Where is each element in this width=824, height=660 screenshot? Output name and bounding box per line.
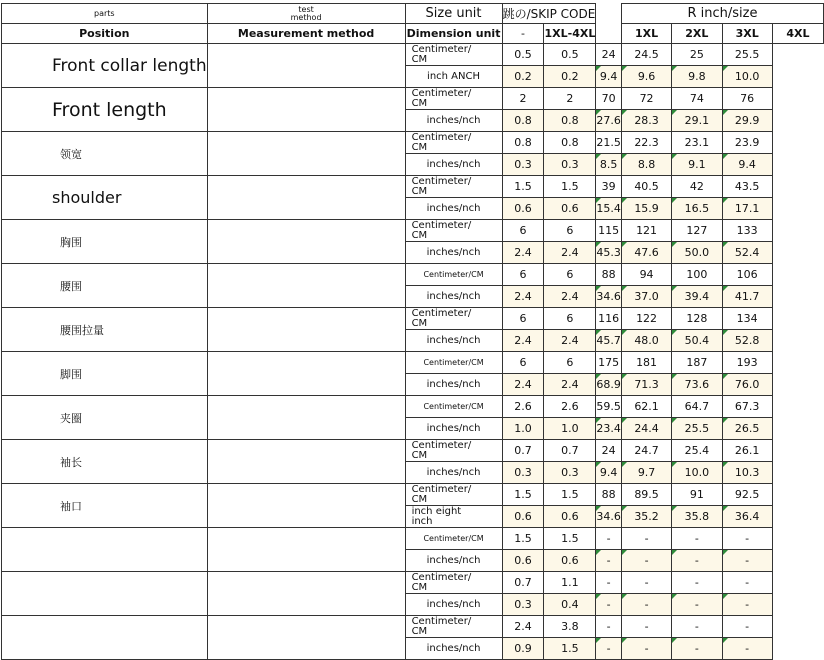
skip-value-cell: 2.4 — [502, 242, 544, 264]
table-row — [2, 440, 824, 462]
skip-dash-header: - — [502, 24, 544, 44]
size-value-cell: 34.6 — [596, 506, 622, 528]
position-cell: 袖长 — [2, 440, 208, 484]
measurement-method-cell — [207, 176, 405, 220]
size-value-cell: 17.1 — [722, 198, 772, 220]
position-cell: 胸围 — [2, 220, 208, 264]
skip-value-cell: 1.5 — [544, 176, 596, 198]
size-value-cell: 42 — [672, 176, 722, 198]
size-value-cell: 92.5 — [722, 484, 772, 506]
size-value-cell: 70 — [596, 88, 622, 110]
position-cell: 腰围 — [2, 264, 208, 308]
size-header-3xl: 3XL — [722, 24, 772, 44]
size-value-cell: 8.5 — [596, 154, 622, 176]
skip-value-cell: 0.3 — [502, 462, 544, 484]
size-value-cell: 10.0 — [672, 462, 722, 484]
header-row-2 — [2, 24, 824, 44]
measurement-method-cell — [207, 44, 405, 88]
position-header: Position — [2, 24, 208, 44]
size-value-cell: 64.7 — [672, 396, 722, 418]
skip-value-cell: 6 — [544, 220, 596, 242]
size-value-cell: 15.4 — [596, 198, 622, 220]
size-value-cell: - — [621, 572, 671, 594]
skip-value-cell: 0.8 — [544, 110, 596, 132]
size-value-cell: 89.5 — [621, 484, 671, 506]
size-value-cell: 35.2 — [621, 506, 671, 528]
size-value-cell: 91 — [672, 484, 722, 506]
skip-value-cell: 2.6 — [544, 396, 596, 418]
measurement-method-cell — [207, 572, 405, 616]
size-value-cell: 50.4 — [672, 330, 722, 352]
unit-cell-inch: inches/nch — [405, 242, 502, 264]
skip-value-cell: 0.6 — [502, 550, 544, 572]
size-value-cell: 25 — [672, 44, 722, 66]
column-gap — [596, 4, 622, 44]
skip-value-cell: 0.3 — [544, 462, 596, 484]
size-chart-table — [1, 3, 824, 660]
size-value-cell: 47.6 — [621, 242, 671, 264]
skip-value-cell: 1.5 — [544, 484, 596, 506]
unit-cell-cm: Centimeter/ CM — [405, 88, 502, 110]
unit-cell-cm: Centimeter/ CM — [405, 616, 502, 638]
size-value-cell: - — [596, 550, 622, 572]
position-cell: shoulder — [2, 176, 208, 220]
position-cell: 脚围 — [2, 352, 208, 396]
table-row — [2, 396, 824, 418]
size-value-cell: 9.4 — [596, 462, 622, 484]
size-value-cell: 25.5 — [722, 44, 772, 66]
header-row-1 — [2, 4, 824, 24]
position-cell: 夹圈 — [2, 396, 208, 440]
size-value-cell: 134 — [722, 308, 772, 330]
unit-cell-inch: inches/nch — [405, 638, 502, 660]
size-header-4xl: 4XL — [772, 24, 823, 44]
unit-cell-inch: inches/nch — [405, 330, 502, 352]
skip-value-cell: 0.6 — [502, 198, 544, 220]
skip-value-cell: 1.5 — [544, 528, 596, 550]
dimension-unit-header: Dimension unit — [405, 24, 502, 44]
size-value-cell: 34.6 — [596, 286, 622, 308]
unit-cell-cm: Centimeter/ CM — [405, 484, 502, 506]
skip-value-cell: 2 — [502, 88, 544, 110]
measurement-method-cell — [207, 308, 405, 352]
position-cell — [2, 528, 208, 572]
size-value-cell: - — [596, 638, 622, 660]
size-value-cell: - — [722, 572, 772, 594]
skip-value-cell: 6 — [544, 352, 596, 374]
size-value-cell: 106 — [722, 264, 772, 286]
size-value-cell: 39 — [596, 176, 622, 198]
size-value-cell: 27.6 — [596, 110, 622, 132]
skip-value-cell: 0.9 — [502, 638, 544, 660]
skip-value-cell: 0.8 — [502, 132, 544, 154]
skip-value-cell: 0.5 — [544, 44, 596, 66]
skip-value-cell: 1.0 — [502, 418, 544, 440]
size-value-cell: 62.1 — [621, 396, 671, 418]
size-value-cell: 45.7 — [596, 330, 622, 352]
size-value-cell: 59.5 — [596, 396, 622, 418]
unit-cell-inch: inches/nch — [405, 418, 502, 440]
size-value-cell: 133 — [722, 220, 772, 242]
size-value-cell: - — [621, 594, 671, 616]
skip-value-cell: 0.3 — [502, 594, 544, 616]
skip-value-cell: 3.8 — [544, 616, 596, 638]
size-value-cell: 24.4 — [621, 418, 671, 440]
unit-cell-cm: Centimeter/ CM — [405, 44, 502, 66]
size-value-cell: 23.4 — [596, 418, 622, 440]
size-value-cell: - — [722, 638, 772, 660]
size-value-cell: 26.1 — [722, 440, 772, 462]
size-value-cell: 10.3 — [722, 462, 772, 484]
table-row — [2, 484, 824, 506]
size-value-cell: 76 — [722, 88, 772, 110]
measurement-method-cell — [207, 352, 405, 396]
size-header-label: R inch/size — [621, 4, 823, 24]
table-row — [2, 616, 824, 638]
unit-cell-inch: inches/nch — [405, 286, 502, 308]
skip-value-cell: 0.6 — [544, 198, 596, 220]
size-value-cell: 24.5 — [621, 44, 671, 66]
size-value-cell: 24 — [596, 44, 622, 66]
size-value-cell: 36.4 — [722, 506, 772, 528]
unit-cell-inch: inches/nch — [405, 374, 502, 396]
skip-value-cell: 2.4 — [502, 330, 544, 352]
size-value-cell: 88 — [596, 484, 622, 506]
size-value-cell: 72 — [621, 88, 671, 110]
size-value-cell: 25.5 — [672, 418, 722, 440]
skip-value-cell: 1.5 — [502, 484, 544, 506]
position-cell: Front length — [2, 88, 208, 132]
skip-value-cell: 1.5 — [502, 528, 544, 550]
skip-value-cell: 2.4 — [544, 374, 596, 396]
skip-value-cell: 0.8 — [544, 132, 596, 154]
table-row — [2, 308, 824, 330]
size-value-cell: 35.8 — [672, 506, 722, 528]
size-value-cell: 26.5 — [722, 418, 772, 440]
size-value-cell: 122 — [621, 308, 671, 330]
skip-value-cell: 2.4 — [544, 242, 596, 264]
size-value-cell: 9.7 — [621, 462, 671, 484]
unit-cell-inch: inches/nch — [405, 110, 502, 132]
size-value-cell: 15.9 — [621, 198, 671, 220]
size-value-cell: 16.5 — [672, 198, 722, 220]
size-value-cell: 9.4 — [596, 66, 622, 88]
size-value-cell: 76.0 — [722, 374, 772, 396]
skip-value-cell: 1.1 — [544, 572, 596, 594]
unit-cell-cm: Centimeter/ CM — [405, 308, 502, 330]
skip-value-cell: 6 — [544, 308, 596, 330]
size-value-cell: 175 — [596, 352, 622, 374]
size-value-cell: 100 — [672, 264, 722, 286]
size-value-cell: 127 — [672, 220, 722, 242]
skip-value-cell: 0.2 — [544, 66, 596, 88]
skip-code-label: 跳の/SKIP CODE — [502, 4, 596, 24]
size-value-cell: 68.9 — [596, 374, 622, 396]
size-value-cell: - — [621, 616, 671, 638]
table-row — [2, 352, 824, 374]
measurement-method-cell — [207, 132, 405, 176]
measurement-method-cell — [207, 264, 405, 308]
size-value-cell: - — [621, 638, 671, 660]
skip-value-cell: 0.7 — [544, 440, 596, 462]
skip-value-cell: 2.6 — [502, 396, 544, 418]
size-value-cell: 43.5 — [722, 176, 772, 198]
size-value-cell: 9.4 — [722, 154, 772, 176]
table-row — [2, 264, 824, 286]
size-value-cell: 71.3 — [621, 374, 671, 396]
size-value-cell: 8.8 — [621, 154, 671, 176]
skip-value-cell: 2.4 — [502, 616, 544, 638]
size-value-cell: 24.7 — [621, 440, 671, 462]
size-value-cell: 40.5 — [621, 176, 671, 198]
size-value-cell: 116 — [596, 308, 622, 330]
unit-cell-cm: Centimeter/ CM — [405, 440, 502, 462]
unit-cell-cm: Centimeter/ CM — [405, 176, 502, 198]
size-value-cell: 21.5 — [596, 132, 622, 154]
position-cell: 领宽 — [2, 132, 208, 176]
size-value-cell: 10.0 — [722, 66, 772, 88]
size-value-cell: 9.6 — [621, 66, 671, 88]
size-value-cell: 128 — [672, 308, 722, 330]
skip-value-cell: 0.6 — [544, 506, 596, 528]
size-value-cell: 24 — [596, 440, 622, 462]
size-value-cell: 181 — [621, 352, 671, 374]
skip-value-cell: 0.6 — [544, 550, 596, 572]
skip-value-cell: 2.4 — [502, 374, 544, 396]
unit-cell-cm: Centimeter/CM — [405, 528, 502, 550]
unit-cell-inch: inch ANCH — [405, 66, 502, 88]
skip-value-cell: 0.8 — [502, 110, 544, 132]
size-value-cell: 187 — [672, 352, 722, 374]
size-value-cell: 88 — [596, 264, 622, 286]
table-row — [2, 132, 824, 154]
skip-value-cell: 0.3 — [544, 154, 596, 176]
size-value-cell: 48.0 — [621, 330, 671, 352]
size-value-cell: 37.0 — [621, 286, 671, 308]
unit-cell-inch: inch eight inch — [405, 506, 502, 528]
skip-value-cell: 1.5 — [502, 176, 544, 198]
size-value-cell: - — [722, 550, 772, 572]
skip-value-cell: 0.4 — [544, 594, 596, 616]
size-value-cell: - — [596, 528, 622, 550]
size-value-cell: - — [672, 594, 722, 616]
measurement-method-cell — [207, 484, 405, 528]
size-value-cell: 67.3 — [722, 396, 772, 418]
size-value-cell: - — [596, 572, 622, 594]
unit-cell-cm: Centimeter/CM — [405, 352, 502, 374]
skip-value-cell: 6 — [502, 352, 544, 374]
size-value-cell: 23.1 — [672, 132, 722, 154]
size-value-cell: - — [722, 594, 772, 616]
table-row — [2, 572, 824, 594]
table-row — [2, 88, 824, 110]
size-value-cell: 9.8 — [672, 66, 722, 88]
position-cell: 腰围拉量 — [2, 308, 208, 352]
position-cell — [2, 572, 208, 616]
skip-value-cell: 0.7 — [502, 572, 544, 594]
skip-value-cell: 0.3 — [502, 154, 544, 176]
skip-value-cell: 2.4 — [544, 330, 596, 352]
size-value-cell: 52.8 — [722, 330, 772, 352]
skip-value-cell: 0.2 — [502, 66, 544, 88]
skip-value-cell: 0.7 — [502, 440, 544, 462]
size-value-cell: - — [672, 528, 722, 550]
size-value-cell: 25.4 — [672, 440, 722, 462]
unit-cell-inch: inches/nch — [405, 594, 502, 616]
table-row — [2, 220, 824, 242]
position-cell — [2, 616, 208, 660]
size-value-cell: 9.1 — [672, 154, 722, 176]
size-value-cell: - — [672, 572, 722, 594]
size-chart-body — [2, 44, 824, 660]
position-cell: 袖口 — [2, 484, 208, 528]
skip-value-cell: 0.6 — [502, 506, 544, 528]
skip-value-cell: 1.0 — [544, 418, 596, 440]
table-row — [2, 44, 824, 66]
skip-value-cell: 6 — [502, 220, 544, 242]
unit-cell-cm: Centimeter/CM — [405, 264, 502, 286]
skip-value-cell: 6 — [502, 264, 544, 286]
size-unit-label: Size unit — [405, 4, 502, 24]
skip-value-cell: 1.5 — [544, 638, 596, 660]
size-value-cell: 39.4 — [672, 286, 722, 308]
size-value-cell: 50.0 — [672, 242, 722, 264]
size-value-cell: - — [672, 638, 722, 660]
unit-cell-inch: inches/nch — [405, 462, 502, 484]
size-value-cell: - — [596, 616, 622, 638]
size-value-cell: - — [596, 594, 622, 616]
size-value-cell: - — [621, 528, 671, 550]
unit-cell-cm: Centimeter/CM — [405, 396, 502, 418]
size-value-cell: 45.3 — [596, 242, 622, 264]
measurement-method-header: Measurement method — [207, 24, 405, 44]
table-row — [2, 528, 824, 550]
skip-value-cell: 6 — [544, 264, 596, 286]
size-value-cell: - — [621, 550, 671, 572]
unit-cell-inch: inches/nch — [405, 198, 502, 220]
size-value-cell: - — [672, 550, 722, 572]
measurement-method-cell — [207, 220, 405, 264]
size-value-cell: - — [672, 616, 722, 638]
parts-label: parts — [2, 4, 208, 24]
test-method-label: test method — [207, 4, 405, 24]
size-value-cell: 23.9 — [722, 132, 772, 154]
skip-value-cell: 0.5 — [502, 44, 544, 66]
size-value-cell: 115 — [596, 220, 622, 242]
size-value-cell: 121 — [621, 220, 671, 242]
unit-cell-cm: Centimeter/ CM — [405, 132, 502, 154]
size-value-cell: 193 — [722, 352, 772, 374]
skip-value-cell: 2.4 — [502, 286, 544, 308]
size-value-cell: 52.4 — [722, 242, 772, 264]
size-value-cell: 28.3 — [621, 110, 671, 132]
skip-value-cell: 2 — [544, 88, 596, 110]
size-value-cell: 41.7 — [722, 286, 772, 308]
size-value-cell: 74 — [672, 88, 722, 110]
unit-cell-cm: Centimeter/ CM — [405, 220, 502, 242]
size-value-cell: - — [722, 528, 772, 550]
size-value-cell: - — [722, 616, 772, 638]
measurement-method-cell — [207, 616, 405, 660]
skip-value-cell: 2.4 — [544, 286, 596, 308]
unit-cell-inch: inches/nch — [405, 550, 502, 572]
measurement-method-cell — [207, 88, 405, 132]
skip-range-header: 1XL-4XL — [544, 24, 596, 44]
size-value-cell: 73.6 — [672, 374, 722, 396]
measurement-method-cell — [207, 440, 405, 484]
size-value-cell: 29.9 — [722, 110, 772, 132]
size-header-1xl: 1XL — [621, 24, 671, 44]
unit-cell-cm: Centimeter/ CM — [405, 572, 502, 594]
size-value-cell: 94 — [621, 264, 671, 286]
size-value-cell: 29.1 — [672, 110, 722, 132]
position-cell: Front collar length — [2, 44, 208, 88]
measurement-method-cell — [207, 396, 405, 440]
measurement-method-cell — [207, 528, 405, 572]
unit-cell-inch: inches/nch — [405, 154, 502, 176]
skip-value-cell: 6 — [502, 308, 544, 330]
size-value-cell: 22.3 — [621, 132, 671, 154]
table-row — [2, 176, 824, 198]
size-header-2xl: 2XL — [672, 24, 722, 44]
